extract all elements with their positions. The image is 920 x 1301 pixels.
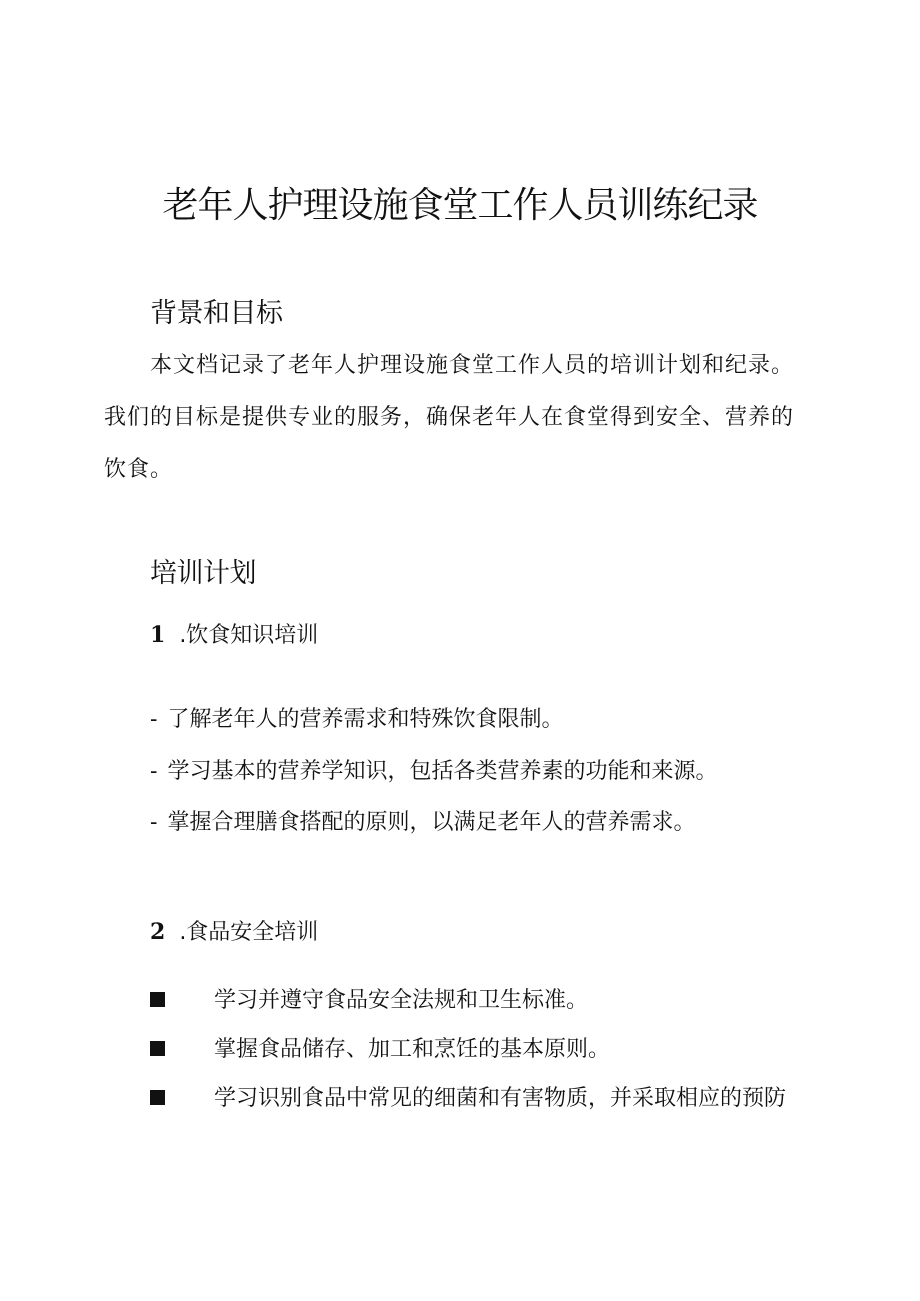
dash-bullet: - (150, 759, 158, 784)
subsection-number: 2 (150, 919, 166, 945)
section-heading-plan: 培训计划 (150, 558, 256, 589)
subsection-heading-food-safety (150, 917, 318, 948)
paragraph-line: 本文档记录了老年人护理设施食堂工作人员的培训计划和纪录。 (150, 353, 795, 378)
document-title: 老年人护理设施食堂工作人员训练纪录 (162, 185, 758, 226)
list-item (150, 808, 695, 838)
list-item (150, 757, 717, 787)
subsection-title: .食品安全培训 (179, 920, 319, 945)
paragraph-line: 饮食。 (104, 457, 174, 482)
subsection-heading-diet (150, 620, 318, 651)
background-paragraph (104, 340, 824, 496)
dash-bullet: - (150, 810, 158, 835)
list-item-text: 学习识别食品中常见的细菌和有害物质，并采取相应的预防 (214, 1086, 787, 1111)
square-bullet-icon (150, 992, 165, 1007)
subsection-number: 1 (150, 622, 166, 648)
list-item-text: 学习基本的营养学知识，包括各类营养素的功能和来源。 (167, 759, 718, 784)
list-item-text: 掌握食品储存、加工和烹饪的基本原则。 (214, 1037, 611, 1062)
square-bullet-icon (150, 1041, 165, 1056)
square-bullet-icon (150, 1090, 165, 1105)
list-item (150, 705, 563, 735)
subsection-title: .饮食知识培训 (179, 623, 319, 648)
list-item (150, 1084, 786, 1114)
list-item-text: 了解老年人的营养需求和特殊饮食限制。 (167, 707, 564, 732)
section-heading-background: 背景和目标 (150, 298, 283, 329)
dash-bullet: - (150, 707, 158, 732)
list-item (150, 1035, 610, 1065)
list-item-text: 学习并遵守食品安全法规和卫生标准。 (214, 988, 589, 1013)
list-item-text: 掌握合理膳食搭配的原则，以满足老年人的营养需求。 (167, 810, 696, 835)
list-item (150, 986, 588, 1016)
paragraph-line: 我们的目标是提供专业的服务，确保老年人在食堂得到安全、营养的 (104, 405, 795, 430)
